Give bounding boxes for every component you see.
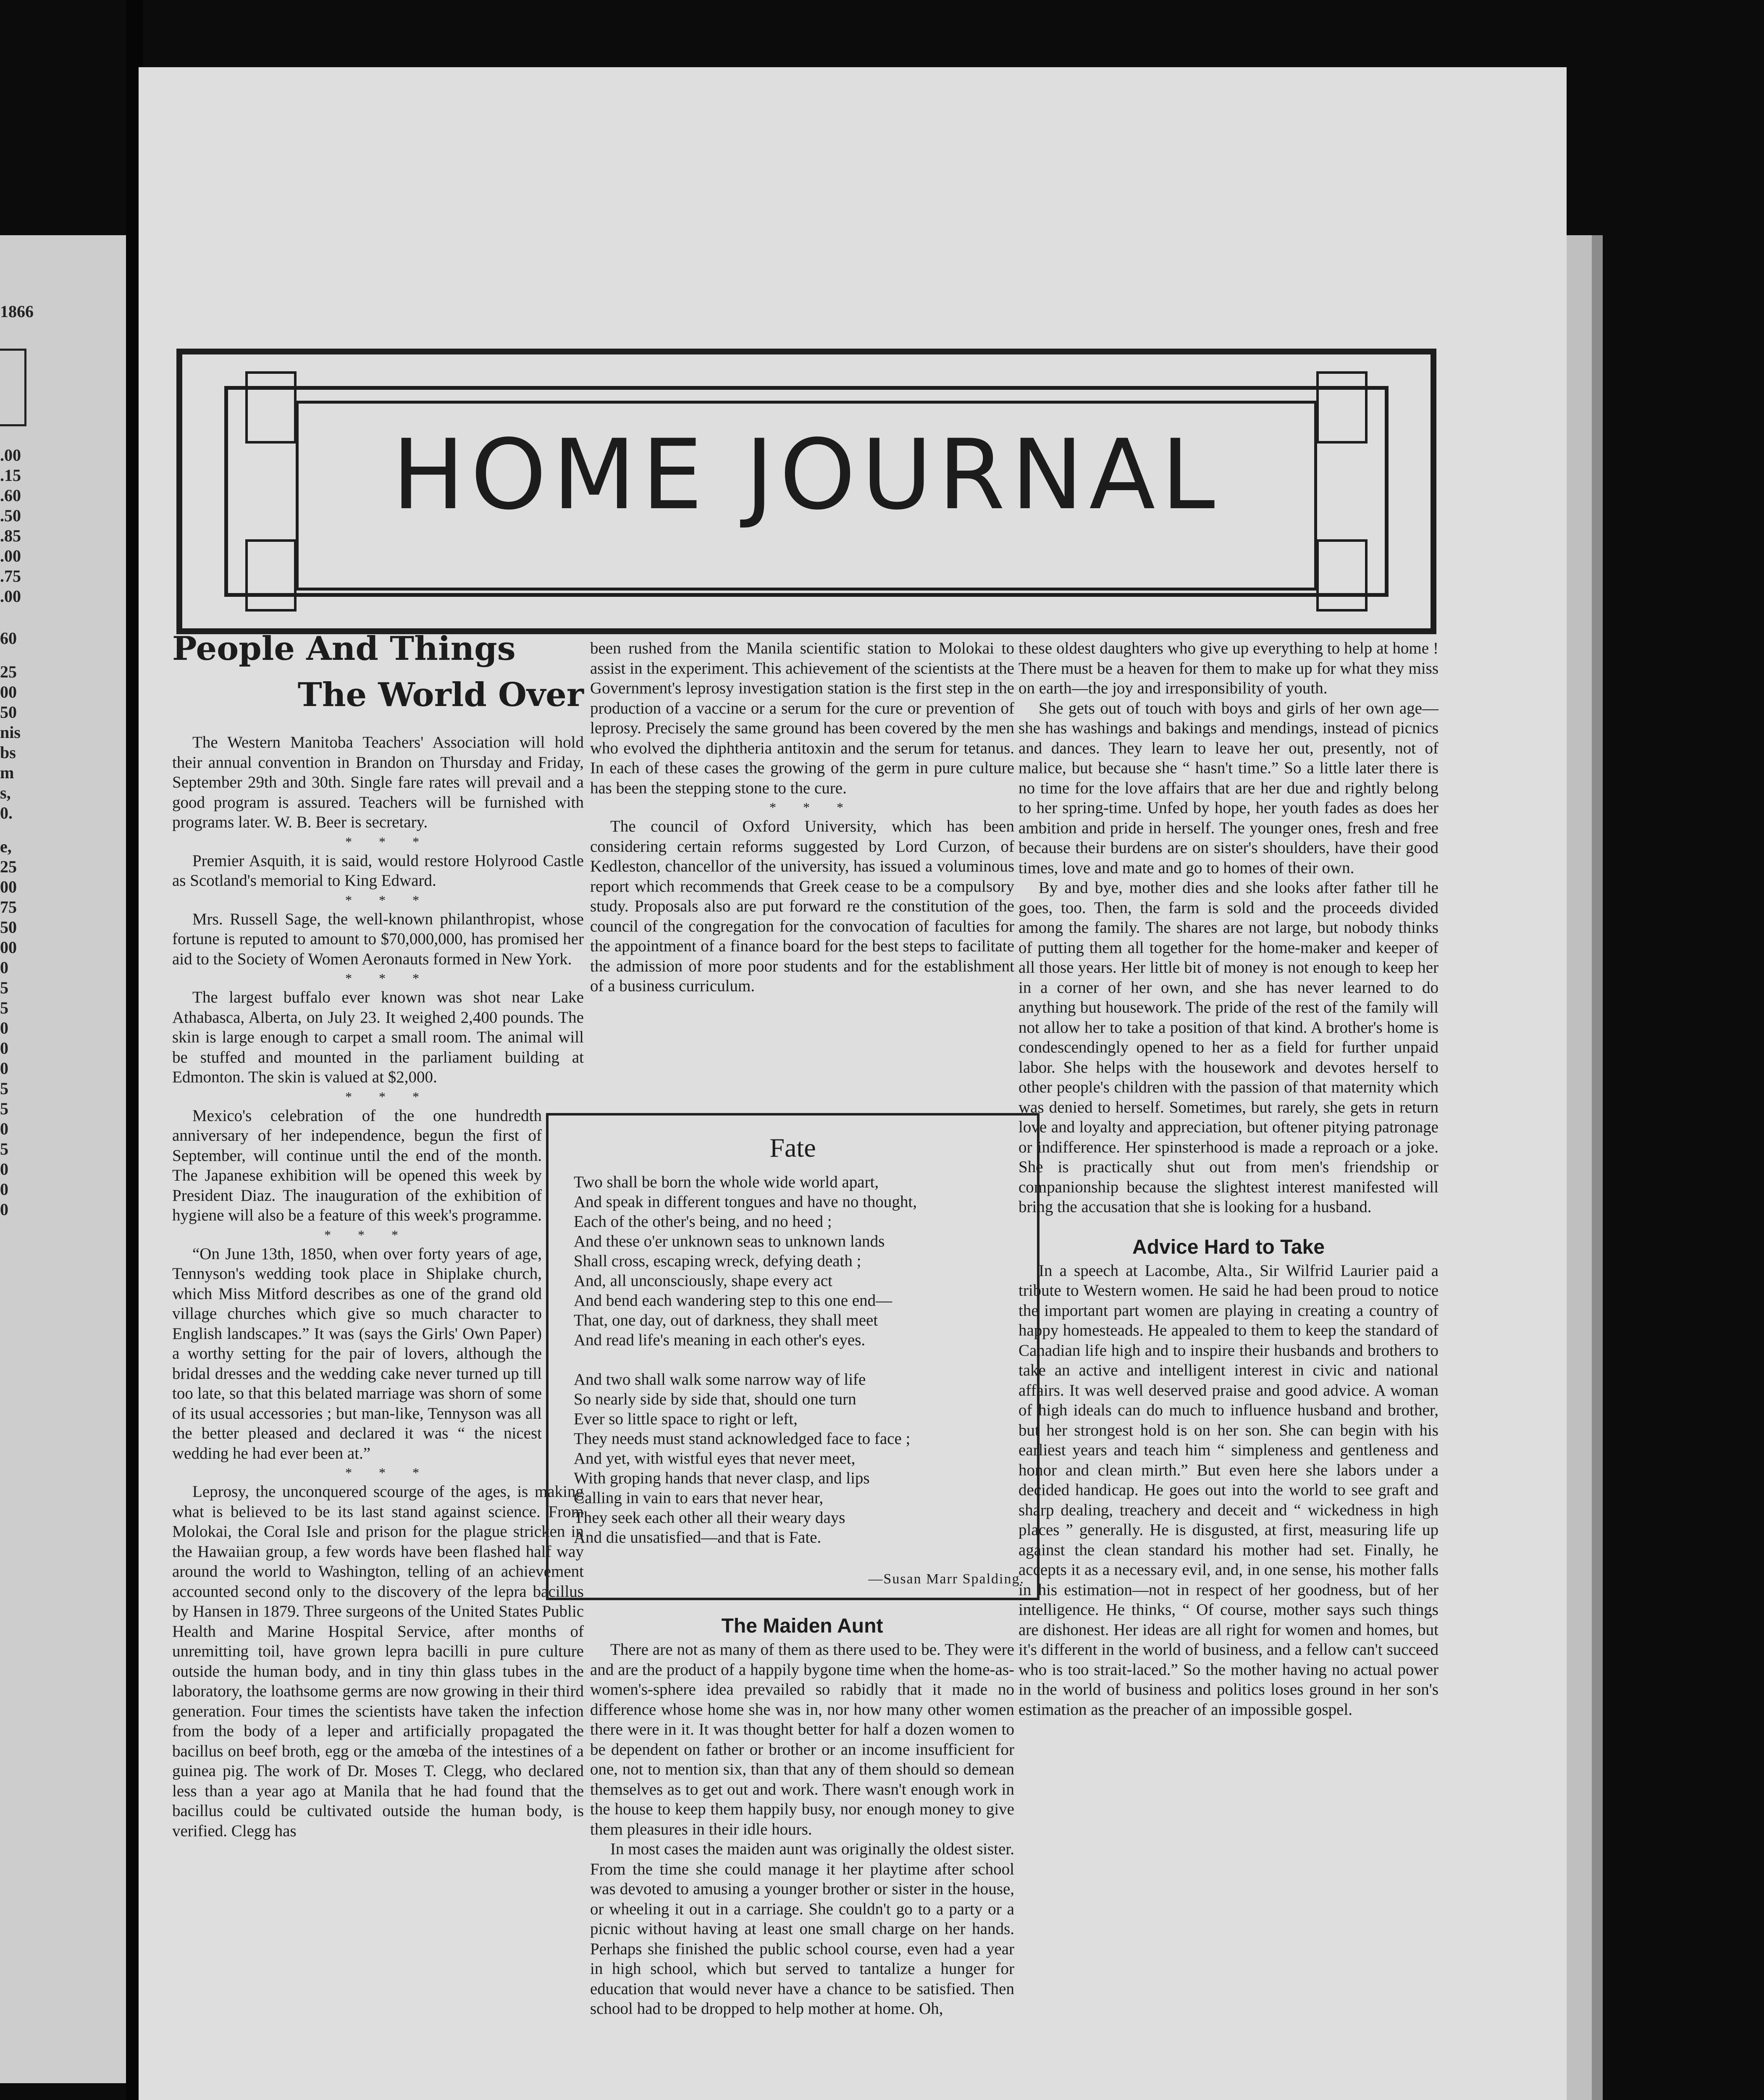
left-page-fragment-line: .50 [0,506,21,525]
column-3 [1018,638,1438,1719]
left-page-fragment-line: m [0,763,14,782]
left-page-fragment-line: 5 [0,998,8,1017]
maiden-aunt-article [590,1613,1014,2019]
left-page-fragment-line: .85 [0,526,21,545]
masthead-ornament [245,539,297,612]
poem-stanza [574,1172,1024,1350]
left-page-fragment-line: 00 [0,877,17,896]
poem-line: Two shall be born the whole wide world apart, [574,1173,879,1191]
masthead [176,349,1436,634]
separator: * * * [345,1465,431,1480]
poem-line: They needs must stand acknowledged face to face ; [574,1430,911,1448]
left-page-fragment-line: 0 [0,1180,8,1199]
separator: * * * [345,834,431,849]
left-page-fragment-line: nis [0,723,21,742]
page-edge-shade [1567,235,1592,2100]
left-page-fragment-line: .15 [0,466,21,485]
left-page-fragment-line: .00 [0,546,21,565]
left-page-fragment-line: 0 [0,1119,8,1138]
left-page-fragment [0,235,128,2083]
left-page-fragment-line: 00 [0,938,17,957]
masthead-ornament [1316,539,1368,612]
left-page-fragment-line: 50 [0,703,17,722]
left-page-fragment-line: 25 [0,857,17,876]
article-paragraph: By and bye, mother dies and she looks after father till he goes, too. Then, the farm is sold and the proceeds divided among the family. The shares are not large, but nobody thinks of putting them all together for the home-maker and keeper of all those years. Her little bit of money is not enough to keep her in a corner of her own, and she has never learned to do anything but housework. The pride of the rest of the family will not allow her to take a position of that kind. A brother's home is condescendingly opened to her as a field for further unpaid labor. She helps with the housework and devotes herself to other people's children with the passion of that maternity which was denied to herself. Sometimes, but rarely, she gets in return love and loyalty and appreciation, but oftener pitying patronage or indifference. Her spinsterhood is made a reproach or a joke. She is practically shut out from men's friendship or companionship because the slightest interest manifested will bring the accusation that she is looking for a husband. [1018,879,1438,1216]
headline-line-2: The World Over [297,676,584,714]
column-2 [590,638,1014,996]
left-page-fragment-line: 75 [0,898,17,916]
poem-line: So nearly side by side that, should one turn [574,1390,856,1408]
article-paragraph: There are not as many of them as there used to be. They were and are the product of a happily bygone time when the home-as-women's-sphere idea prevailed so rabidly that it made no difference whose home she was in, nor how many other women there were in it. It was thought better for half a dozen women to be dependent on father or brother or an income insufficient for one, not to mention six, than that any of them should so demean themselves as to get out and work. There wasn't enough work in the house to keep them happily busy, nor enough money to give them pleasures in their idle hours. [590,1641,1014,1838]
left-page-header: 1866 [0,302,34,321]
news-item: The council of Oxford University, which has been considering certain reforms suggested by Lord Curzon, of Kedleston, chancellor of the university, has issued a voluminous report which recommends that Greek cease to be a compulsory study. Proposals also are put forward re the constitution of the council of the congregation for the convocation of faculties for the appointment of a finance board for the best steps to facilitate the admission of more poor students and for the establishment of a business curriculum. [590,817,1014,995]
news-item: Premier Asquith, it is said, would restore Holyrood Castle as Scotland's memorial to King Edward. [172,851,584,890]
left-page-fragment-line: 0 [0,1200,8,1219]
article-title: Advice Hard to Take [1132,1236,1325,1258]
poem-line: And read life's meaning in each other's eyes. [574,1331,866,1349]
poem-stanza [574,1370,1024,1547]
left-page-fragment-line: 5 [0,1079,8,1098]
left-page-fragment-line: .60 [0,486,21,505]
poem-line: Shall cross, escaping wreck, defying death ; [574,1252,861,1270]
left-page-fragment-line: 50 [0,918,17,937]
headline-line-1: People And Things [172,630,516,668]
news-item: “On June 13th, 1850, when over forty years of age, Tennyson's wedding took place in Shiplake church, which Miss Mitford describes as one of the grand old village churches which give so much character to English landscapes.” It was (says the Girls' Own Paper) a worthy setting for the pair of lovers, although the bridal dresses and the wedding cake never turned up till too late, so that this belated marriage was shorn of some of its usual accessories ; but man-like, Tennyson was all the better pleased and declared it was “ the nicest wedding he had ever been at.” [172,1244,542,1462]
poem-author: —Susan Marr Spalding. [868,1571,1024,1587]
poem-box [546,1113,1040,1600]
page-edge [1592,235,1603,2100]
separator: * * * [345,892,431,908]
left-page-box [0,349,26,426]
news-item: Mrs. Russell Sage, the well-known philanthropist, whose fortune is reputed to amount to $70,000,000, has promised her aid to the Society of Women Aeronauts formed in New York. [172,910,584,968]
left-page-fragment-line: 0 [0,958,8,977]
separator: * * * [345,971,431,986]
masthead-title: HOME JOURNAL [392,419,1221,531]
poem-text [574,1172,1024,1547]
poem-line: And yet, with wistful eyes that never meet, [574,1449,856,1467]
separator: * * * [324,1227,410,1242]
left-page-fragment-line: s, [0,783,11,802]
left-page-fragment-line: 5 [0,978,8,997]
poem-line: That, one day, out of darkness, they shall meet [574,1311,878,1329]
left-page-fragment-line: 5 [0,1099,8,1118]
separator: * * * [345,1089,431,1104]
poem-line: And two shall walk some narrow way of life [574,1370,866,1389]
left-page-fragment-line: .75 [0,567,21,585]
poem-line: And bend each wandering step to this one end— [574,1292,892,1310]
left-page-fragment-line: 00 [0,682,17,701]
poem-line: And these o'er unknown seas to unknown lands [574,1232,885,1250]
news-item: The Western Manitoba Teachers' Association will hold their annual convention in Brandon on Thursday and Friday, September 29th and 30th. Single fare rates will prevail and a good program is assured. Teachers will be furnished with programs later. W. B. Beer is secretary. [172,733,584,831]
article-paragraph: In most cases the maiden aunt was originally the oldest sister. From the time she could manage it her playtime after school was devoted to amusing a younger brother or sister in the house, or wheeling it out in a carriage. She couldn't go to a party or a picnic without having at least one small charge on her hands. Perhaps she finished the public school course, even had a year in high school, which but served to tantalize a hunger for education that would never have a chance to be satisfied. Then school had to be dropped to help mother at home. Oh, [590,1840,1014,2018]
article-paragraph: In a speech at Lacombe, Alta., Sir Wilfrid Laurier paid a tribute to Western women. He said he had been proud to notice the important part women are playing in creating a country of happy homesteads. He appealed to them to keep the standard of Canadian life high and to inspire their husbands and brothers to take an active and intelligent interest in civic and national affairs. It was well deserved praise and good advice. A woman of high ideals can do much to influence husband and brother, but her strongest hold is on her son. She can begin with his earliest years and teach him “ simpleness and gentleness and honor and clean mirth.” But even here she labors under a decided handicap. He goes out into the world to see graft and sharp dealing, treachery and deceit and “ wickedness in high places ” generally. He is disgusted, at first, measuring life up against the clean standard his mother had set. Finally, he accepts it as a necessary evil, and, in one sense, his mother falls in his estimation—not in respect of her goodness, but of her intelligence. He thinks, “ Of course, mother says such things are dishonest. Her ideas are all right for women and homes, but it's different in the world of business, and a fellow can't succeed who is too strait-laced.” So the mother having no actual power in the world of business and politics loses ground in her son's estimation as the preacher of an impossible gospel. [1018,1261,1438,1719]
poem-line: Each of the other's being, and no heed ; [574,1213,832,1231]
poem-line: And die unsatisfied—and that is Fate. [574,1528,822,1546]
poem-line: And, all unconsciously, shape every act [574,1272,832,1290]
left-page-fragment-line: 0 [0,1039,8,1058]
left-page-fragment-line: 0 [0,1018,8,1037]
left-page-fragment-line: .00 [0,587,21,606]
left-page-fragment-line: 25 [0,662,17,681]
left-page-fragment-line: .00 [0,446,21,465]
news-item: Mexico's celebration of the one hundredth anniversary of her independence, begun the first of September, will continue until the end of the month. The Japanese exhibition will be opened this week by President Diaz. The inauguration of the exhibition of hygiene will also be a feature of this week's programme. [172,1106,542,1224]
article-paragraph: She gets out of touch with boys and girls of her own age—she has washings and bakings and mendings, instead of picnics and dances. They learn to leave her out, presently, not of malice, but because she “ hasn't time.” So a little later there is no time for the love affairs that are her due and rightly belong to her spring-time. Unfed by hope, her youth fades as does her ambition and pride in herself. The younger ones, fresh and free because their burdens are on sister's shoulders, have their good times, love and mate and go to homes of their own. [1018,699,1438,877]
poem-line: And speak in different tongues and have no thought, [574,1193,917,1211]
left-page-fragment-line: e, [0,837,12,856]
news-item: The largest buffalo ever known was shot near Lake Athabasca, Alberta, on July 23. It weighed 2,400 pounds. The skin is large enough to carpet a small room. The animal will be stuffed and mounted in the parliament building at Edmonton. The skin is valued at $2,000. [172,988,584,1086]
column-1 [172,626,584,1841]
poem-line: Calling in vain to ears that never hear, [574,1489,824,1507]
poem-title: Fate [769,1133,816,1163]
left-page-fragment-line: bs [0,743,16,762]
news-item: been rushed from the Manila scientific station to Molokai to assist in the experiment. This achievement of the scientists at the Government's leprosy investigation station is the first step in the production of a vaccine or a serum for the cure or prevention of leprosy. Precisely the same ground has been covered by the men who evolved the diphtheria antitoxin and the serum for tetanus. In each of these cases the growing of the germ in pure culture has been the stepping stone to the cure. [590,639,1014,797]
left-page-fragment-line: 0. [0,803,13,822]
news-item: Leprosy, the unconquered scourge of the ages, is making what is believed to be its last stand against science. From Molokai, the Coral Isle and prison for the plague stricken in the Hawaiian group, a few words have been flashed half way around the world to Washington, telling of an achievement accounted second only to the discovery of the lepra bacillus by Hansen in 1879. Three surgeons of the United States Public Health and Marine Hospital Service, after months of unremitting toil, have grown lepra bacilli in pure culture outside the human body, and in tiny thin glass tubes in the laboratory, the loathsome germs are now growing in their third generation. Four times the scientists have taken the infection from the body of a leper and artificially propagated the bacillus on beef broth, egg or the amœba of the intestines of a guinea pig. The work of Dr. Moses T. Clegg, who declared less than a year ago at Manila that he had found that the bacillus could be cultivated outside the human body, is verified. Clegg has [172,1483,584,1840]
poem-line: Ever so little space to right or left, [574,1410,798,1428]
separator: * * * [769,800,855,815]
left-page-fragment-line: 0 [0,1059,8,1078]
article-title: The Maiden Aunt [721,1615,883,1637]
headline [172,626,584,718]
left-page-fragment-line: 5 [0,1139,8,1158]
poem-line: They seek each other all their weary days [574,1509,845,1527]
poem-line: With groping hands that never clasp, and lips [574,1469,870,1487]
left-page-fragment-line: 60 [0,629,17,648]
left-page-fragment-line: 0 [0,1160,8,1179]
article-paragraph: these oldest daughters who give up everything to help at home ! There must be a heaven for them to make up for what they miss on earth—the joy and irresponsibility of youth. [1018,639,1438,697]
